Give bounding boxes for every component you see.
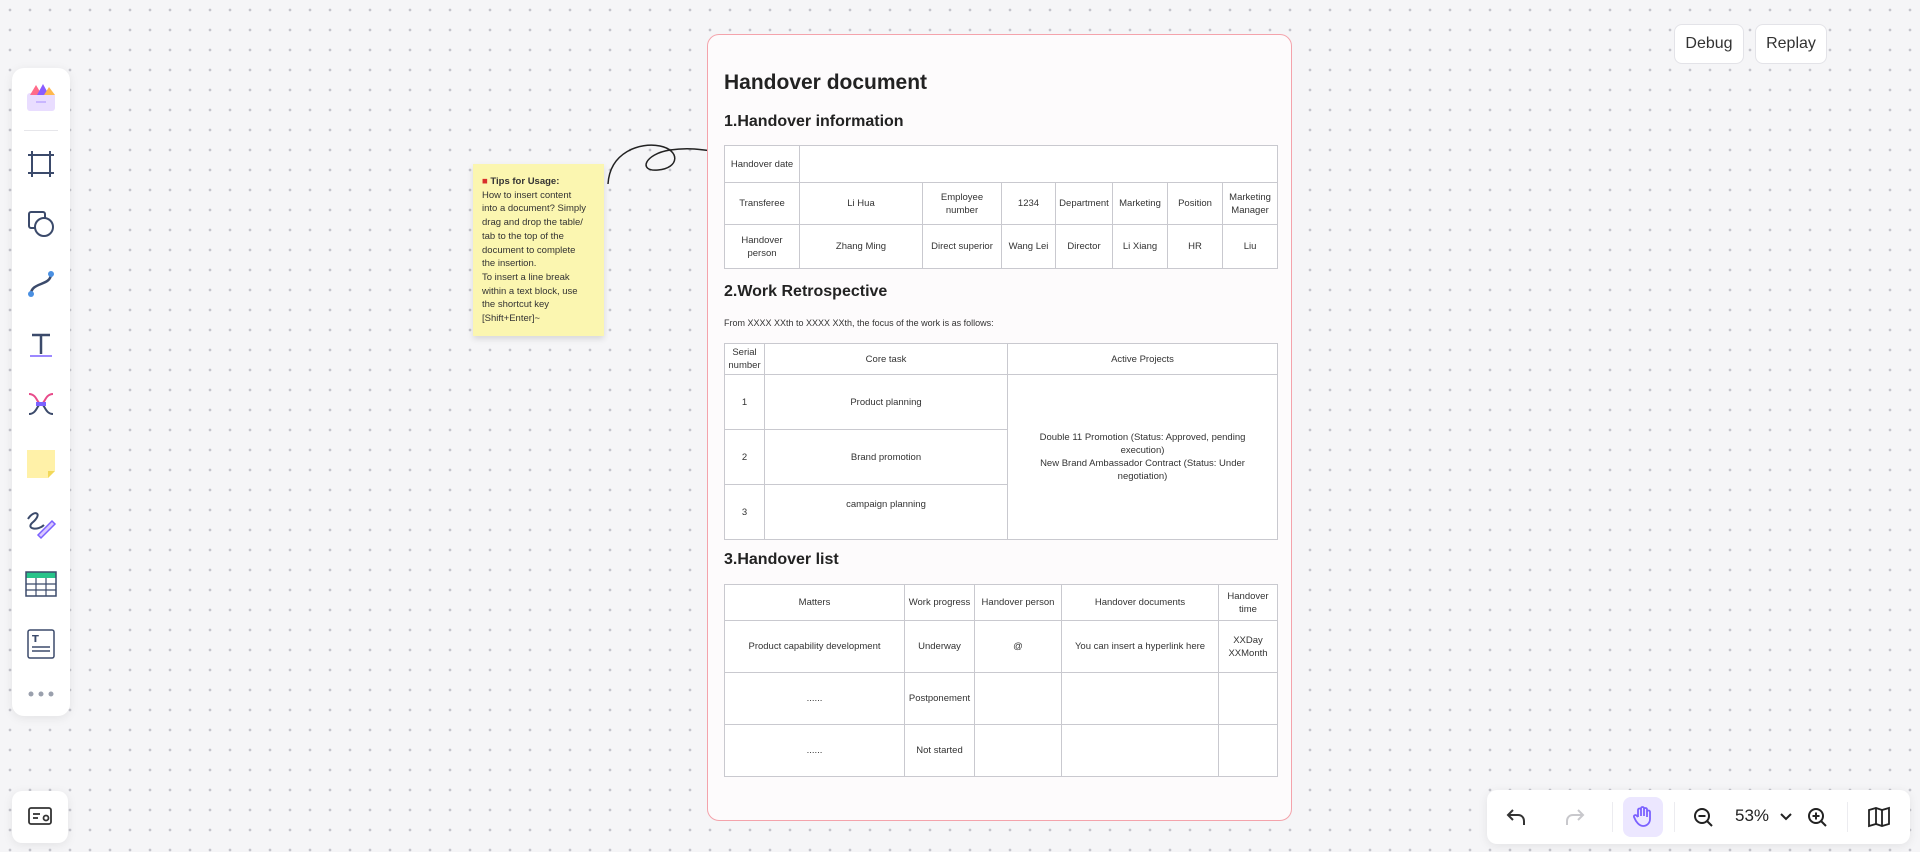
mind-map-tool-icon[interactable]: [21, 384, 61, 424]
table-cell[interactable]: Postponement: [905, 673, 975, 725]
left-toolbar: [12, 68, 70, 716]
table-cell[interactable]: Wang Lei: [1002, 225, 1056, 269]
sticky-note-line: To insert a line break: [482, 271, 570, 283]
undo-icon: [1505, 806, 1527, 828]
megaphone-icon: ■: [482, 176, 488, 187]
debug-button[interactable]: Debug: [1674, 24, 1744, 64]
minimap-button[interactable]: [12, 791, 68, 843]
table-header-cell[interactable]: Handover time: [1219, 585, 1278, 621]
sticky-note-line: tab to the top of the: [482, 230, 564, 242]
book-map-button[interactable]: [1859, 797, 1899, 837]
table-cell[interactable]: ......: [725, 673, 905, 725]
hand-tool-button[interactable]: [1623, 797, 1663, 837]
handover-info-table[interactable]: [724, 145, 1278, 269]
table-cell[interactable]: [1219, 673, 1278, 725]
table-header-cell[interactable]: Core task: [765, 344, 1008, 375]
sticky-note-line: drag and drop the table/: [482, 217, 583, 229]
table-cell[interactable]: You can insert a hyperlink here: [1062, 621, 1219, 673]
section3-title: 3.Handover list: [724, 551, 839, 568]
sticky-note[interactable]: [473, 164, 604, 336]
zoom-dropdown-button[interactable]: [1775, 797, 1797, 837]
active-project-item: New Brand Ambassador Contract (Status: Under negotiation): [1040, 458, 1245, 482]
table-cell[interactable]: 3: [725, 485, 765, 540]
sticky-note-tool-icon[interactable]: [21, 444, 61, 484]
location-map-icon: [27, 805, 53, 829]
zoom-out-icon: [1692, 806, 1714, 828]
table-cell[interactable]: Not started: [905, 725, 975, 777]
chevron-down-icon: [1780, 813, 1792, 821]
divider: [1612, 802, 1613, 832]
toolbar-divider: [24, 130, 58, 131]
table-cell[interactable]: Brand promotion: [765, 430, 1008, 485]
redo-button[interactable]: [1555, 797, 1595, 837]
table-cell[interactable]: XXDay XXMonth: [1219, 621, 1278, 673]
table-cell[interactable]: HR: [1168, 225, 1223, 269]
sticky-note-line: How to insert content: [482, 189, 572, 201]
divider: [1674, 802, 1675, 832]
table-header-cell[interactable]: Matters: [725, 585, 905, 621]
sticky-note-line: the shortcut key: [482, 299, 550, 311]
table-cell[interactable]: Li Xiang: [1113, 225, 1168, 269]
table-cell[interactable]: [1062, 673, 1219, 725]
bottom-control-bar: [1487, 790, 1910, 844]
open-book-icon: [1867, 806, 1891, 828]
table-header-cell[interactable]: Handover documents: [1062, 585, 1219, 621]
table-cell[interactable]: Underway: [905, 621, 975, 673]
text-document-tool-icon[interactable]: [21, 624, 61, 664]
replay-button[interactable]: Replay: [1755, 24, 1827, 64]
section1-title: 1.Handover information: [724, 113, 904, 130]
table-cell[interactable]: Handover date: [725, 146, 800, 183]
table-cell[interactable]: [1062, 725, 1219, 777]
table-cell[interactable]: [975, 673, 1062, 725]
table-tool-icon[interactable]: [21, 564, 61, 604]
table-cell[interactable]: @: [975, 621, 1062, 673]
sticky-note-line: document to complete: [482, 244, 576, 256]
work-retrospective-table[interactable]: [724, 343, 1278, 540]
table-cell[interactable]: [975, 725, 1062, 777]
hand-icon: [1631, 805, 1655, 829]
table-cell[interactable]: Liu: [1223, 225, 1278, 269]
table-cell[interactable]: Handover person: [725, 225, 800, 269]
zoom-out-button[interactable]: [1683, 797, 1723, 837]
frame-tool-icon[interactable]: [21, 144, 61, 184]
table-cell[interactable]: Zhang Ming: [800, 225, 923, 269]
sticky-note-line: the insertion.: [482, 258, 537, 270]
table-cell[interactable]: Transferee: [725, 183, 800, 225]
table-cell[interactable]: Department: [1056, 183, 1113, 225]
svg-text:T: T: [32, 634, 39, 645]
connector-tool-icon[interactable]: [21, 264, 61, 304]
zoom-in-button[interactable]: [1797, 797, 1837, 837]
handover-list-table[interactable]: [724, 584, 1278, 777]
text-tool-icon[interactable]: [21, 324, 61, 364]
table-cell[interactable]: 1234: [1002, 183, 1056, 225]
zoom-level[interactable]: 53%: [1735, 806, 1770, 825]
table-cell[interactable]: campaign planning: [765, 485, 1008, 540]
app-logo-icon[interactable]: [21, 78, 61, 118]
redo-icon: [1564, 806, 1586, 828]
table-cell[interactable]: ......: [725, 725, 905, 777]
sticky-note-title: ■ Tips for Usage:: [482, 176, 560, 187]
table-cell[interactable]: 1: [725, 375, 765, 430]
document-title: Handover document: [724, 71, 928, 94]
table-cell[interactable]: Product planning: [765, 375, 1008, 430]
table-header-cell[interactable]: Serial number: [725, 344, 765, 375]
table-cell[interactable]: Director: [1056, 225, 1113, 269]
shape-tool-icon[interactable]: [21, 204, 61, 244]
more-tools-icon[interactable]: [21, 674, 61, 714]
table-cell[interactable]: Marketing: [1113, 183, 1168, 225]
sticky-note-line: [Shift+Enter]~: [482, 313, 541, 325]
section2-intro: From XXXX XXth to XXXX XXth, the focus of the work is as follows:: [724, 318, 994, 328]
sticky-note-line: into a document? Simply: [482, 203, 587, 215]
table-cell[interactable]: Employee number: [923, 183, 1002, 225]
active-projects-cell[interactable]: [1008, 375, 1278, 540]
section2-title: 2.Work Retrospective: [724, 283, 888, 300]
divider: [1847, 802, 1848, 832]
table-cell[interactable]: Direct superior: [923, 225, 1002, 269]
table-cell[interactable]: 2: [725, 430, 765, 485]
table-cell[interactable]: [1219, 725, 1278, 777]
table-cell[interactable]: Product capability development: [725, 621, 905, 673]
table-header-cell[interactable]: Handover person: [975, 585, 1062, 621]
table-header-cell[interactable]: Work progress: [905, 585, 975, 621]
undo-button[interactable]: [1496, 797, 1536, 837]
table-header-cell[interactable]: Active Projects: [1008, 344, 1278, 375]
active-project-item: Double 11 Promotion (Status: Approved, pending execution): [1039, 432, 1246, 456]
table-cell[interactable]: Position: [1168, 183, 1223, 225]
table-cell[interactable]: Li Hua: [800, 183, 923, 225]
handover-date-value-cell[interactable]: [800, 146, 1278, 183]
pen-tool-icon[interactable]: [21, 504, 61, 544]
zoom-in-icon: [1806, 806, 1828, 828]
sticky-note-line: within a text block, use: [482, 285, 578, 297]
handover-document[interactable]: [707, 34, 1292, 821]
table-cell[interactable]: Marketing Manager: [1223, 183, 1278, 225]
